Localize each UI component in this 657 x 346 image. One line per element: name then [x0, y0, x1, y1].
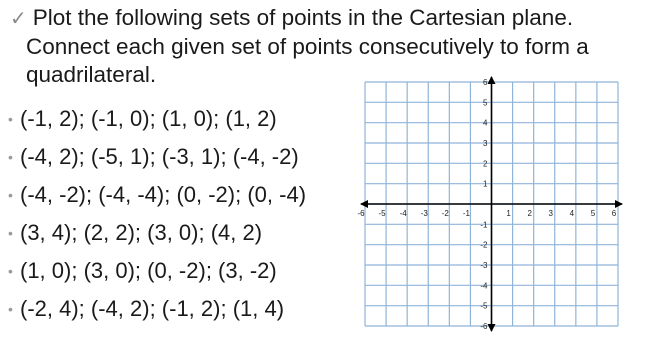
instruction-line-1 [10, 4, 655, 33]
problem-item [8, 176, 358, 214]
x-tick-label: -2 [441, 209, 449, 218]
y-tick-label: 3 [483, 139, 488, 148]
y-tick-label: -3 [480, 261, 488, 270]
x-tick-label: 2 [527, 209, 532, 218]
problem-item [8, 290, 358, 328]
bullet-icon: • [8, 263, 13, 279]
instruction-line-2: Connect each given set of points consecutively to form a [26, 34, 589, 59]
y-tick-label: 5 [483, 98, 488, 108]
x-tick-label: -1 [462, 209, 470, 218]
y-axis-arrow-up-icon [488, 76, 496, 84]
y-tick-label: 6 [483, 78, 488, 87]
x-tick-label: -4 [399, 209, 407, 218]
instruction-text-1: Plot the following sets of points in the Cartesian plane. [32, 5, 574, 30]
x-tick-label: -5 [378, 209, 386, 218]
x-axis-arrow-right-icon [615, 200, 623, 208]
x-tick-label: 5 [590, 209, 596, 218]
problem-item [8, 100, 358, 138]
bullet-icon: • [8, 225, 13, 241]
bullet-icon: • [8, 301, 13, 317]
problem-text: (-1, 2); (-1, 0); (1, 0); (1, 2) [20, 106, 277, 131]
x-axis-arrow-left-icon [360, 200, 368, 208]
problem-item [8, 138, 358, 176]
instruction-line-3: quadrilateral. [26, 62, 157, 87]
x-tick-label: 6 [611, 209, 617, 218]
y-tick-label: -2 [480, 240, 488, 250]
bullet-icon: • [8, 187, 13, 203]
x-tick-label: -3 [420, 209, 428, 218]
bullet-icon: • [8, 111, 13, 127]
problem-text: (1, 0); (3, 0); (0, -2); (3, -2) [20, 258, 277, 283]
x-tick-label: -6 [357, 209, 365, 218]
problem-text: (3, 4); (2, 2); (3, 0); (4, 2) [20, 220, 263, 245]
problem-item [8, 252, 358, 290]
x-tick-label: 4 [569, 209, 575, 218]
y-tick-label: 2 [483, 159, 488, 169]
y-tick-label: -5 [480, 301, 488, 311]
y-axis-arrow-down-icon [488, 324, 496, 332]
cartesian-grid [359, 76, 624, 332]
x-tick-label: 1 [506, 209, 511, 218]
y-tick-label: -6 [480, 322, 488, 331]
y-tick-label: -1 [480, 220, 488, 230]
problem-text: (-4, 2); (-5, 1); (-3, 1); (-4, -2) [20, 144, 299, 169]
y-tick-label: 1 [483, 179, 488, 189]
cartesian-grid-container [359, 76, 624, 332]
y-tick-label: 4 [483, 118, 488, 128]
bullet-icon: • [8, 149, 13, 165]
problem-list [8, 100, 358, 328]
problem-text: (-4, -2); (-4, -4); (0, -2); (0, -4) [20, 182, 307, 207]
x-tick-label: 3 [548, 209, 553, 218]
y-tick-label: -4 [480, 281, 488, 291]
problem-text: (-2, 4); (-4, 2); (-1, 2); (1, 4) [20, 296, 285, 321]
check-mark-icon: ✓ [10, 8, 27, 30]
problem-item [8, 214, 358, 252]
